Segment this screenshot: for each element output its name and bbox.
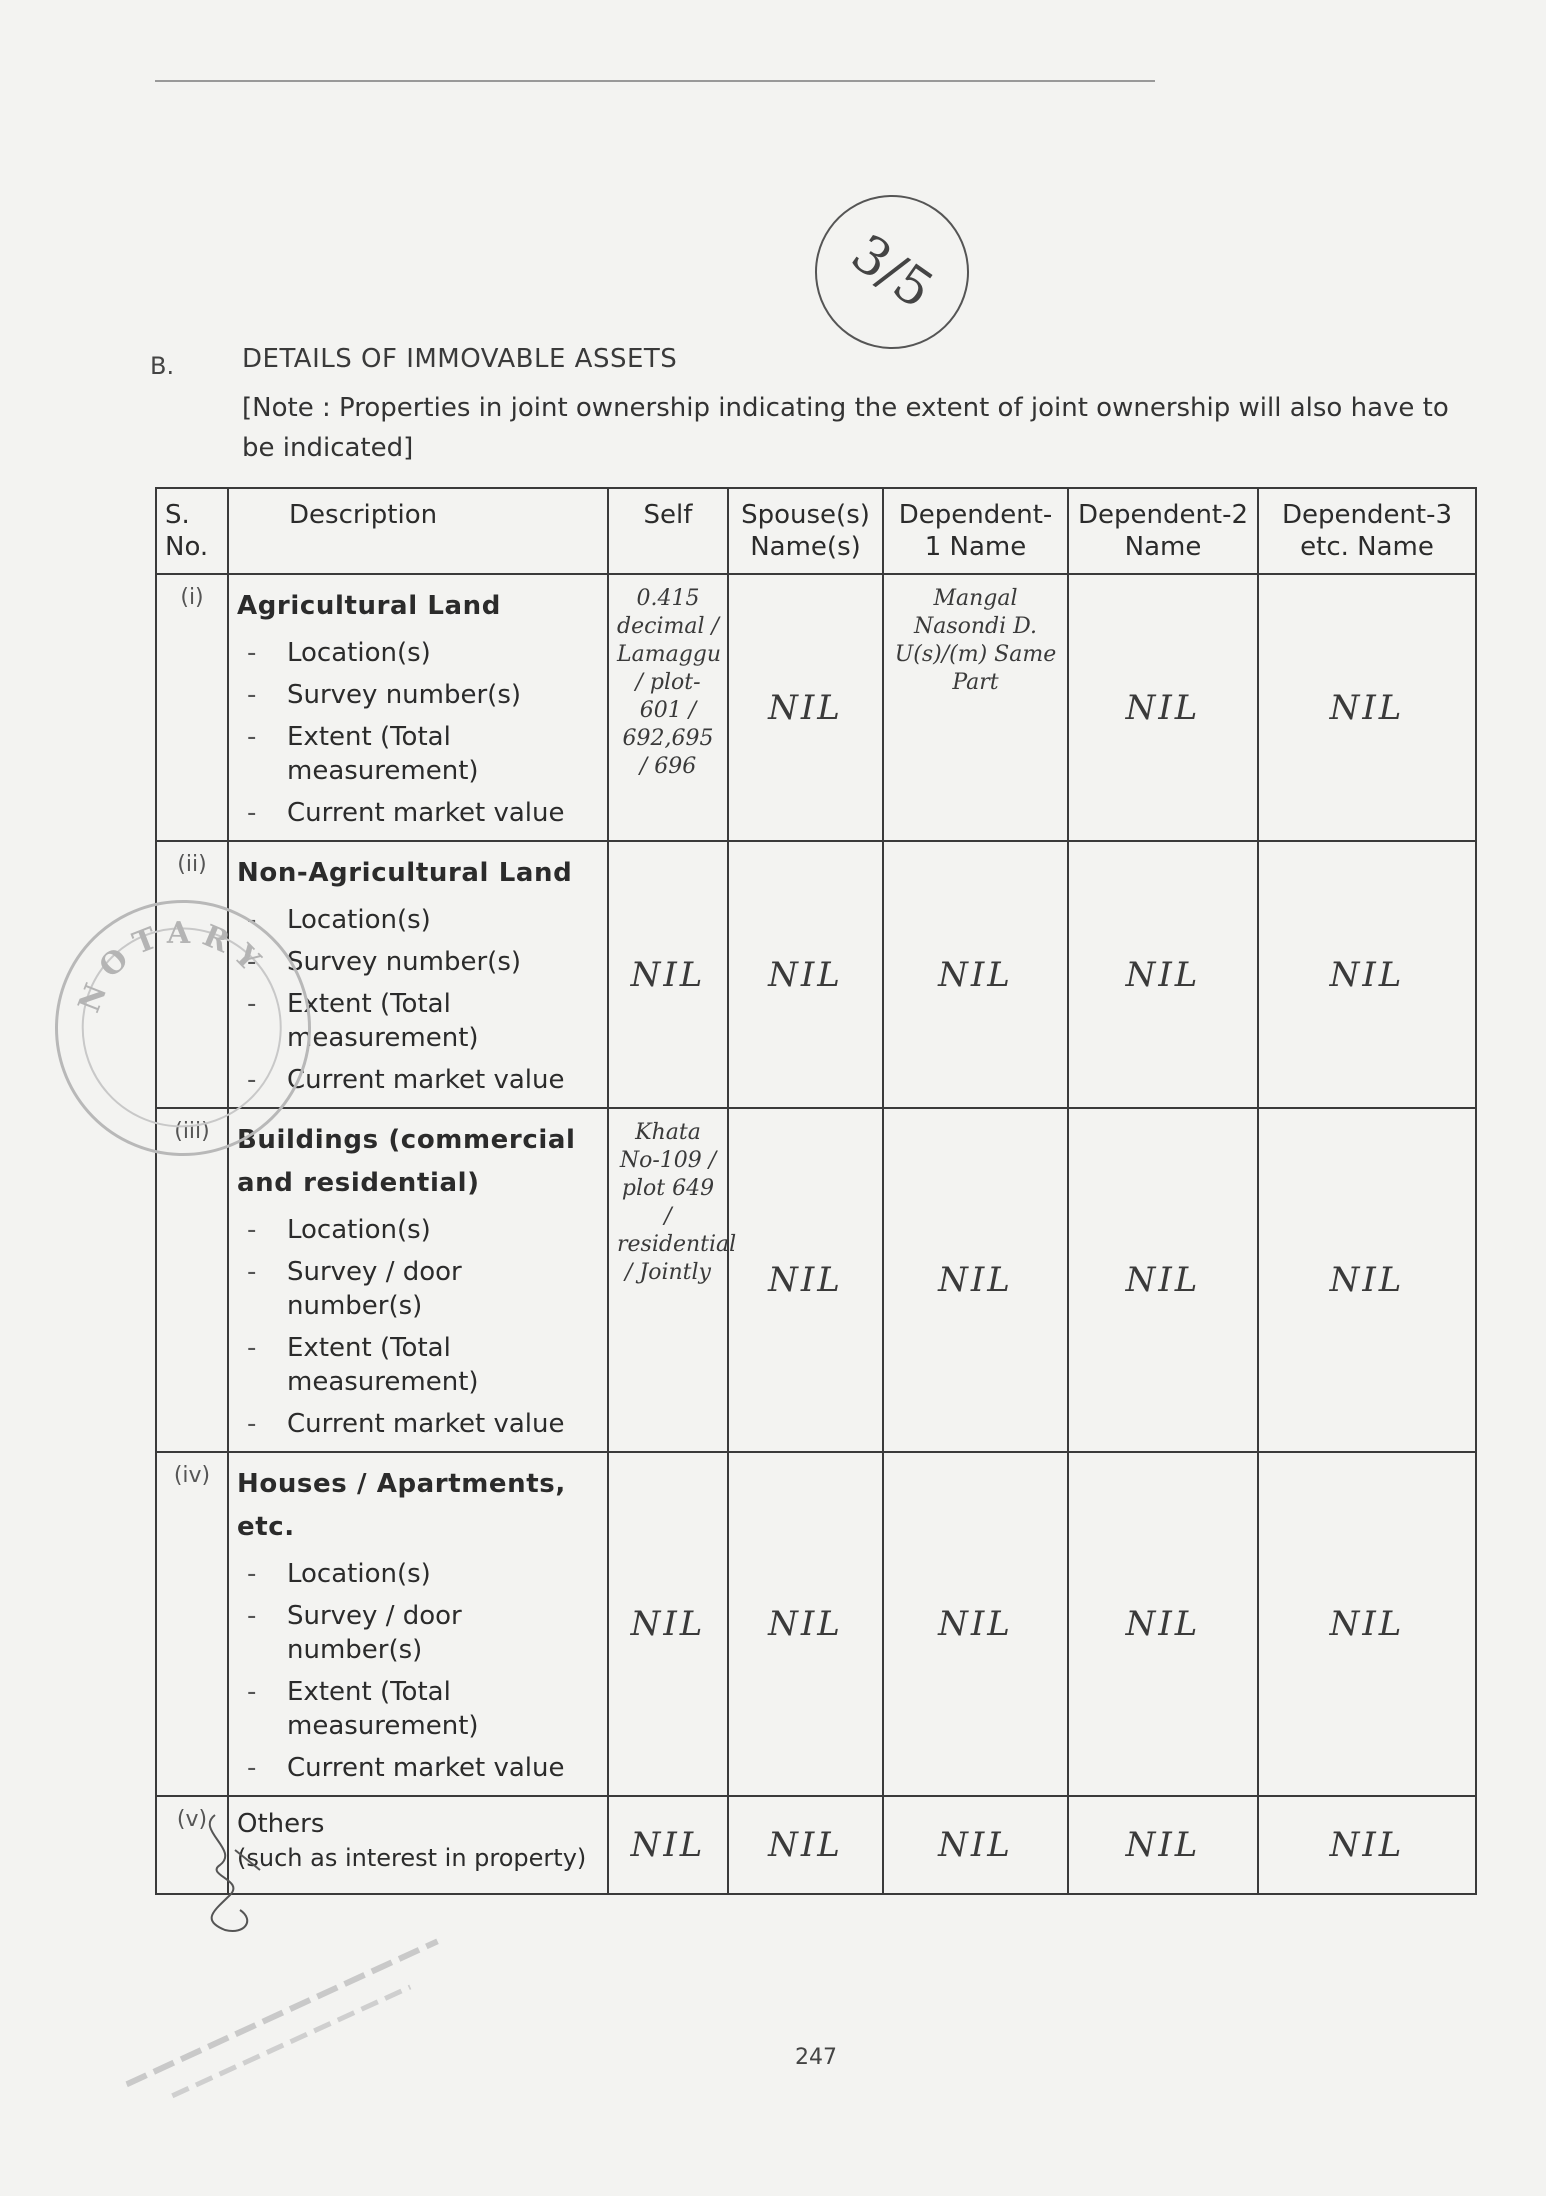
header-dependent-2: Dependent-2 Name — [1068, 488, 1258, 574]
row-item: - Current market value — [237, 1407, 599, 1441]
cell-dependent-3: NIL — [1258, 841, 1476, 1108]
header-description: Description — [228, 488, 608, 574]
table-row — [156, 841, 1476, 1108]
cell-dependent-2: NIL — [1068, 841, 1258, 1108]
row-item: - Current market value — [237, 1063, 599, 1097]
row-item: - Survey number(s) — [237, 945, 599, 979]
top-rule — [155, 80, 1155, 82]
row-item: - Location(s) — [237, 1557, 599, 1591]
row-title: Houses / Apartments, etc. — [237, 1469, 566, 1542]
cell-dependent-2: NIL — [1068, 1108, 1258, 1452]
cell-self: NIL — [608, 841, 728, 1108]
immovable-assets-table — [155, 487, 1477, 1895]
header-dependent-3: Dependent-3 etc. Name — [1258, 488, 1476, 574]
row-item: - Current market value — [237, 1751, 599, 1785]
row-description — [228, 574, 608, 841]
row-item: - Location(s) — [237, 1213, 599, 1247]
cell-self: Khata No-109 / plot 649 / residential / Jointly — [608, 1108, 728, 1452]
cell-dependent-3: NIL — [1258, 574, 1476, 841]
row-description — [228, 1452, 608, 1796]
cell-dependent-2: NIL — [1068, 1452, 1258, 1796]
row-item: - Extent (Total measurement) — [237, 987, 599, 1055]
cell-dependent-3: NIL — [1258, 1452, 1476, 1796]
cell-dependent-1: NIL — [883, 1796, 1068, 1894]
cell-dependent-1: NIL — [883, 1108, 1068, 1452]
row-sno: (i) — [156, 574, 228, 841]
row-item: - Location(s) — [237, 636, 599, 670]
row-item: - Survey / door number(s) — [237, 1255, 599, 1323]
row-item: - Location(s) — [237, 903, 599, 937]
header-spouse: Spouse(s) Name(s) — [728, 488, 883, 574]
row-title: Buildings (commercial and residential) — [237, 1125, 576, 1198]
header-dependent-1: Dependent-1 Name — [883, 488, 1068, 574]
table-row — [156, 574, 1476, 841]
cell-self: 0.415 decimal / Lamaggu / plot-601 / 692,695 / 696 — [608, 574, 728, 841]
table-row — [156, 1452, 1476, 1796]
rubber-stamp-lines — [102, 1897, 478, 2113]
cell-dependent-1: Mangal Nasondi D. U(s)/(m) Same Part — [883, 574, 1068, 841]
cell-spouse: NIL — [728, 1108, 883, 1452]
row-sno: (iv) — [156, 1452, 228, 1796]
row-item: - Survey / door number(s) — [237, 1599, 599, 1667]
table-header-row — [156, 488, 1476, 574]
row-item: - Extent (Total measurement) — [237, 720, 599, 788]
cell-dependent-2: NIL — [1068, 574, 1258, 841]
row-item: - Current market value — [237, 796, 599, 830]
header-self: Self — [608, 488, 728, 574]
cell-spouse: NIL — [728, 841, 883, 1108]
cell-spouse: NIL — [728, 574, 883, 841]
row-item: - Extent (Total measurement) — [237, 1331, 599, 1399]
row-description — [228, 1108, 608, 1452]
cell-spouse: NIL — [728, 1796, 883, 1894]
cell-self: NIL — [608, 1452, 728, 1796]
section-note: [Note : Properties in joint ownership indicating the extent of joint ownership will also have to be indicated] — [242, 393, 1449, 463]
row-item: - Extent (Total measurement) — [237, 1675, 599, 1743]
row-title: Others — [237, 1809, 325, 1839]
row-subtitle: (such as interest in property) — [237, 1844, 587, 1872]
row-description — [228, 1796, 608, 1894]
section-letter: B. — [150, 352, 175, 380]
table-row — [156, 1108, 1476, 1452]
row-sno: (iii) — [156, 1108, 228, 1452]
header-sno: S. No. — [156, 488, 228, 574]
cell-spouse: NIL — [728, 1452, 883, 1796]
row-sno: (v) — [156, 1796, 228, 1894]
cell-dependent-1: NIL — [883, 1452, 1068, 1796]
row-item: - Survey number(s) — [237, 678, 599, 712]
section-title: DETAILS OF IMMOVABLE ASSETS — [242, 344, 678, 374]
page-number: 247 — [795, 2045, 837, 2070]
cell-dependent-2: NIL — [1068, 1796, 1258, 1894]
row-title: Agricultural Land — [237, 591, 502, 621]
cell-dependent-1: NIL — [883, 841, 1068, 1108]
cell-dependent-3: NIL — [1258, 1108, 1476, 1452]
table-row — [156, 1796, 1476, 1894]
row-sno: (ii) — [156, 841, 228, 1108]
signature-rubber-stamp — [102, 1897, 478, 2113]
cell-self: NIL — [608, 1796, 728, 1894]
page-count-stamp-text: 3/5 — [840, 223, 944, 321]
cell-dependent-3: NIL — [1258, 1796, 1476, 1894]
row-title: Non-Agricultural Land — [237, 858, 573, 888]
signature — [185, 1810, 285, 1940]
svg-text:NOTARY: NOTARY — [71, 915, 274, 1018]
page-count-stamp — [785, 165, 999, 379]
